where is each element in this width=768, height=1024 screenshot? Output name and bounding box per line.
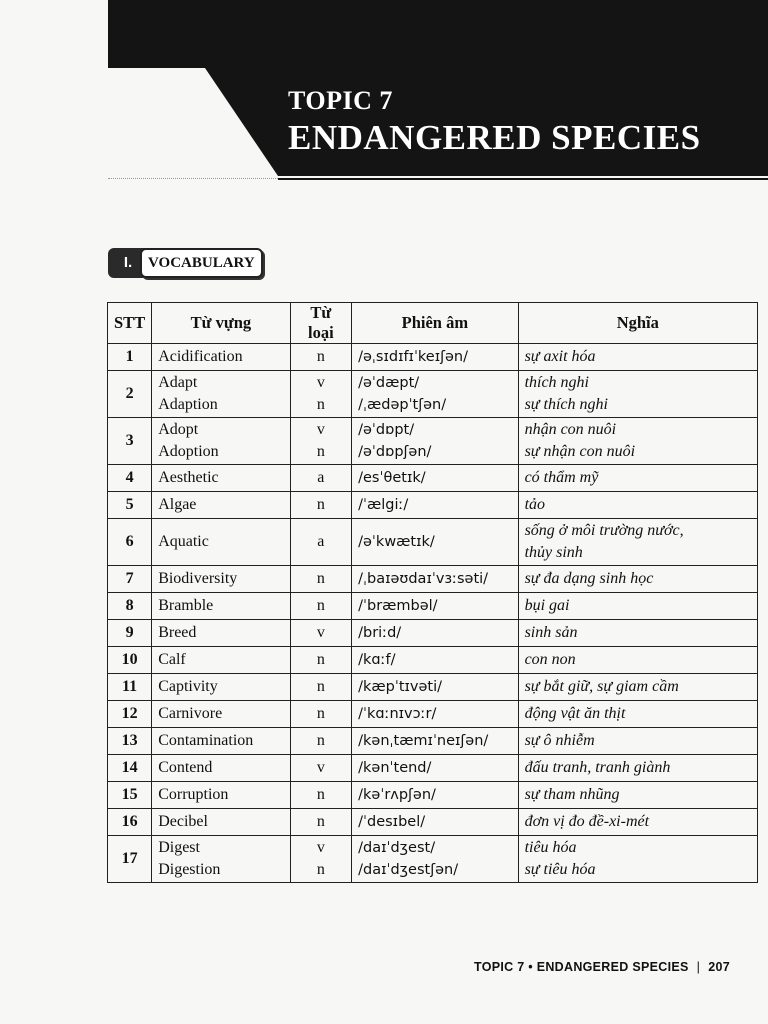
ipa-cell <box>352 593 518 620</box>
part-of-speech-text: n <box>316 813 325 830</box>
stt-cell: 8 <box>108 593 152 620</box>
word-text: Adaption <box>158 396 218 413</box>
meaning-text: tảo <box>524 496 546 513</box>
table-row <box>108 809 758 836</box>
pronunciation-text: /kəˈrʌpʃən/ <box>358 787 436 803</box>
ipa-cell <box>352 465 518 492</box>
word-text: Biodiversity <box>158 570 238 587</box>
pronunciation-text: /əˈdɒpʃən/ <box>358 444 432 460</box>
ipa-cell <box>352 519 518 566</box>
stt-cell: 16 <box>108 809 152 836</box>
pronunciation-text: /əˌsɪdɪfɪˈkeɪʃən/ <box>358 349 468 365</box>
pos-cell <box>290 809 352 836</box>
word-cell <box>152 782 290 809</box>
meaning-cell <box>518 492 757 519</box>
table-row <box>108 701 758 728</box>
part-of-speech-text: n <box>316 396 325 413</box>
vocabulary-table <box>107 302 758 883</box>
ipa-cell <box>352 566 518 593</box>
word-cell <box>152 809 290 836</box>
meaning-cell <box>518 593 757 620</box>
word-text: Contamination <box>158 732 254 749</box>
meaning-cell <box>518 674 757 701</box>
meaning-cell <box>518 465 757 492</box>
meaning-text: tiêu hóa <box>524 839 577 856</box>
ipa-cell <box>352 371 518 418</box>
meaning-text: sự bắt giữ, sự giam cầm <box>524 678 679 695</box>
table-row <box>108 647 758 674</box>
stt-cell: 9 <box>108 620 152 647</box>
part-of-speech-text: v <box>316 624 325 641</box>
pos-cell <box>290 728 352 755</box>
pronunciation-text: /ˌædəpˈtʃən/ <box>358 397 447 413</box>
part-of-speech-text: n <box>316 786 325 803</box>
running-title: TOPIC 7 • ENDANGERED SPECIES <box>473 960 689 974</box>
table-row <box>108 492 758 519</box>
word-text: Acidification <box>158 348 243 365</box>
section-label: VOCABULARY <box>140 248 263 278</box>
meaning-cell <box>518 782 757 809</box>
header-meaning: Nghĩa <box>518 303 757 344</box>
pos-cell <box>290 492 352 519</box>
part-of-speech-text: n <box>316 705 325 722</box>
part-of-speech-text: v <box>316 839 325 856</box>
pronunciation-text: /ˈælgiː/ <box>358 497 409 513</box>
pos-cell <box>290 371 352 418</box>
section-badge <box>108 246 255 280</box>
pronunciation-text: /ˈbræmbəl/ <box>358 598 438 614</box>
part-of-speech-text: n <box>316 496 325 513</box>
stt-cell: 10 <box>108 647 152 674</box>
word-cell <box>152 418 290 465</box>
part-of-speech-text: v <box>316 759 325 776</box>
word-cell <box>152 701 290 728</box>
table-row <box>108 344 758 371</box>
meaning-cell <box>518 809 757 836</box>
pos-cell <box>290 755 352 782</box>
part-of-speech-text: v <box>316 421 325 438</box>
pos-cell <box>290 674 352 701</box>
stt-cell: 4 <box>108 465 152 492</box>
part-of-speech-text: n <box>316 651 325 668</box>
stt-cell: 14 <box>108 755 152 782</box>
pronunciation-text: /daɪˈdʒestʃən/ <box>358 862 459 878</box>
pos-cell <box>290 836 352 883</box>
word-text: Decibel <box>158 813 208 830</box>
word-text: Contend <box>158 759 213 776</box>
part-of-speech-text: n <box>316 348 325 365</box>
word-cell <box>152 465 290 492</box>
table-row <box>108 371 758 418</box>
pronunciation-text: /briːd/ <box>358 625 402 641</box>
stt-cell: 7 <box>108 566 152 593</box>
pronunciation-text: /kənˈtend/ <box>358 760 432 776</box>
meaning-text: nhận con nuôi <box>524 421 617 438</box>
pos-cell <box>290 465 352 492</box>
pos-cell <box>290 519 352 566</box>
pronunciation-text: /ˈkɑːnɪvɔːr/ <box>358 706 437 722</box>
stt-cell: 6 <box>108 519 152 566</box>
meaning-text: bụi gai <box>524 597 570 614</box>
table-body <box>108 344 758 883</box>
word-cell <box>152 519 290 566</box>
part-of-speech-text: n <box>316 861 325 878</box>
table-row <box>108 755 758 782</box>
word-cell <box>152 371 290 418</box>
header-stt: STT <box>108 303 152 344</box>
word-text: Corruption <box>158 786 229 803</box>
stt-cell: 11 <box>108 674 152 701</box>
word-text: Digest <box>158 839 200 856</box>
pos-cell <box>290 782 352 809</box>
part-of-speech-text: a <box>317 533 325 550</box>
page-footer <box>474 960 730 974</box>
meaning-text: sống ở môi trường nước, <box>524 522 684 539</box>
word-cell <box>152 836 290 883</box>
stt-cell: 12 <box>108 701 152 728</box>
word-text: Adoption <box>158 443 219 460</box>
part-of-speech-text: a <box>317 469 325 486</box>
table-row <box>108 728 758 755</box>
pronunciation-text: /esˈθetɪk/ <box>358 470 426 486</box>
table-row <box>108 782 758 809</box>
part-of-speech-text: n <box>316 678 325 695</box>
word-text: Algae <box>158 496 197 513</box>
footer-separator: | <box>696 960 701 974</box>
word-cell <box>152 344 290 371</box>
meaning-cell <box>518 371 757 418</box>
pronunciation-text: /kənˌtæmɪˈneɪʃən/ <box>358 733 489 749</box>
part-of-speech-text: v <box>316 374 325 391</box>
meaning-cell <box>518 728 757 755</box>
word-text: Carnivore <box>158 705 223 722</box>
header-dotted-rule <box>108 178 278 179</box>
ipa-cell <box>352 418 518 465</box>
pronunciation-text: /kæpˈtɪvəti/ <box>358 679 443 695</box>
word-cell <box>152 593 290 620</box>
pos-cell <box>290 593 352 620</box>
meaning-cell <box>518 620 757 647</box>
pronunciation-text: /əˈdɒpt/ <box>358 422 415 438</box>
stt-cell: 1 <box>108 344 152 371</box>
meaning-cell <box>518 755 757 782</box>
stt-cell: 17 <box>108 836 152 883</box>
ipa-cell <box>352 674 518 701</box>
meaning-text: có thẩm mỹ <box>524 469 599 486</box>
meaning-text: đấu tranh, tranh giành <box>524 759 671 776</box>
word-text: Adopt <box>158 421 199 438</box>
header-ipa: Phiên âm <box>352 303 518 344</box>
meaning-text: thích nghi <box>524 374 589 391</box>
word-text: Digestion <box>158 861 221 878</box>
meaning-text: động vật ăn thịt <box>524 705 626 722</box>
pronunciation-text: /kɑːf/ <box>358 652 396 668</box>
ipa-cell <box>352 701 518 728</box>
meaning-cell <box>518 418 757 465</box>
ipa-cell <box>352 344 518 371</box>
ipa-cell <box>352 728 518 755</box>
stt-cell: 5 <box>108 492 152 519</box>
part-of-speech-text: n <box>316 732 325 749</box>
header-pos: Từ loại <box>290 303 352 344</box>
table-row <box>108 593 758 620</box>
ipa-cell <box>352 782 518 809</box>
pronunciation-text: /əˈkwætɪk/ <box>358 534 435 550</box>
word-cell <box>152 647 290 674</box>
meaning-cell <box>518 836 757 883</box>
table-row <box>108 836 758 883</box>
table-header-row <box>108 303 758 344</box>
word-text: Aesthetic <box>158 469 219 486</box>
meaning-text: sự thích nghi <box>524 396 608 413</box>
header-word: Từ vựng <box>152 303 290 344</box>
meaning-cell <box>518 566 757 593</box>
table-row <box>108 674 758 701</box>
ipa-cell <box>352 647 518 674</box>
pronunciation-text: /daɪˈdʒest/ <box>358 840 436 856</box>
ipa-cell <box>352 836 518 883</box>
table-row <box>108 620 758 647</box>
meaning-text: sự ô nhiễm <box>524 732 595 749</box>
ipa-cell <box>352 755 518 782</box>
word-text: Breed <box>158 624 197 641</box>
meaning-text: thủy sinh <box>524 544 583 561</box>
part-of-speech-text: n <box>316 570 325 587</box>
word-text: Bramble <box>158 597 214 614</box>
word-cell <box>152 566 290 593</box>
meaning-cell <box>518 519 757 566</box>
pronunciation-text: /ˈdesɪbel/ <box>358 814 426 830</box>
page-title: ENDANGERED SPECIES <box>288 118 701 157</box>
section-number: I. <box>108 248 148 278</box>
pos-cell <box>290 620 352 647</box>
stt-cell: 3 <box>108 418 152 465</box>
part-of-speech-text: n <box>316 597 325 614</box>
ipa-cell <box>352 492 518 519</box>
meaning-text: sự tham nhũng <box>524 786 620 803</box>
meaning-text: sinh sản <box>524 624 578 641</box>
pos-cell <box>290 566 352 593</box>
page-number: 207 <box>708 960 730 974</box>
stt-cell: 2 <box>108 371 152 418</box>
meaning-cell <box>518 344 757 371</box>
table-row <box>108 566 758 593</box>
topic-label: TOPIC 7 <box>288 86 393 115</box>
meaning-text: sự axit hóa <box>524 348 596 365</box>
ipa-cell <box>352 809 518 836</box>
meaning-text: sự nhận con nuôi <box>524 443 636 460</box>
table-row <box>108 465 758 492</box>
pos-cell <box>290 344 352 371</box>
word-text: Aquatic <box>158 533 209 550</box>
meaning-text: đơn vị đo đề-xi-mét <box>524 813 650 830</box>
word-cell <box>152 674 290 701</box>
word-cell <box>152 755 290 782</box>
pronunciation-text: /ˌbaɪəʊdaɪˈvɜːsəti/ <box>358 571 489 587</box>
meaning-cell <box>518 647 757 674</box>
meaning-text: sự tiêu hóa <box>524 861 596 878</box>
word-cell <box>152 620 290 647</box>
word-cell <box>152 728 290 755</box>
ipa-cell <box>352 620 518 647</box>
pos-cell <box>290 647 352 674</box>
meaning-text: sự đa dạng sinh học <box>524 570 654 587</box>
word-text: Captivity <box>158 678 218 695</box>
meaning-text: con non <box>524 651 576 668</box>
meaning-cell <box>518 701 757 728</box>
stt-cell: 15 <box>108 782 152 809</box>
table-row <box>108 519 758 566</box>
word-text: Adapt <box>158 374 198 391</box>
part-of-speech-text: n <box>316 443 325 460</box>
word-text: Calf <box>158 651 186 668</box>
pos-cell <box>290 701 352 728</box>
pronunciation-text: /əˈdæpt/ <box>358 375 420 391</box>
table-row <box>108 418 758 465</box>
word-cell <box>152 492 290 519</box>
pos-cell <box>290 418 352 465</box>
stt-cell: 13 <box>108 728 152 755</box>
